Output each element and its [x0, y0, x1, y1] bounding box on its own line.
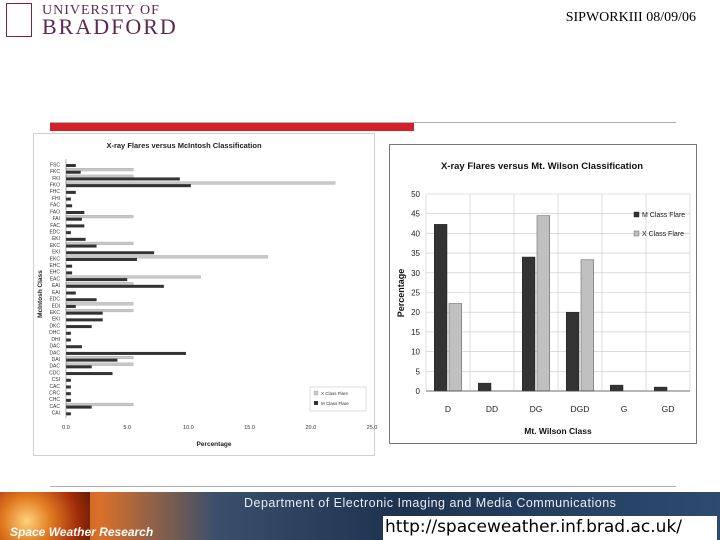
mcintosh-category-label: FKO — [49, 182, 60, 189]
mtwilson-y-tick-label: 25 — [411, 288, 420, 298]
mcintosh-bar-m-class — [66, 218, 82, 221]
mcintosh-bar-m-class — [66, 191, 76, 194]
mtwilson-legend-swatch-x — [634, 231, 639, 236]
mcintosh-category-label: EDC — [49, 229, 60, 236]
mcintosh-bar-x-class — [66, 242, 133, 245]
bottom-rule — [50, 486, 676, 487]
mcintosh-bar-m-class — [66, 224, 84, 227]
mcintosh-bar-m-class — [66, 211, 84, 214]
mcintosh-bar-m-class — [66, 198, 71, 201]
mcintosh-bar-m-class — [66, 305, 76, 308]
mtwilson-bar-m-class — [566, 312, 579, 391]
mcintosh-bar-x-class — [66, 175, 133, 178]
mcintosh-bar-m-class — [66, 332, 71, 335]
mcintosh-legend-label-m: M Class Flare — [321, 401, 349, 406]
mcintosh-category-label: FKI — [52, 175, 60, 182]
mcintosh-bar-x-class — [66, 282, 133, 285]
mcintosh-category-label: EAI — [51, 289, 60, 296]
mcintosh-bar-m-class — [66, 177, 180, 180]
mcintosh-legend-swatch-x — [314, 391, 318, 395]
mcintosh-bar-x-class — [66, 363, 133, 366]
mcintosh-x-tick-label: 25.0 — [366, 425, 378, 431]
mcintosh-bar-m-class — [66, 318, 103, 321]
mcintosh-bar-m-class — [66, 379, 71, 382]
mcintosh-category-label: CHC — [49, 397, 60, 404]
mtwilson-category-label: GD — [661, 404, 675, 414]
mtwilson-bar-m-class — [654, 387, 667, 391]
mcintosh-category-label: DAC — [49, 363, 60, 370]
mcintosh-category-label: CRC — [49, 390, 60, 397]
university-crest-icon — [6, 3, 32, 37]
mcintosh-bar-m-class — [66, 352, 186, 355]
mcintosh-bar-m-class — [66, 265, 72, 268]
mcintosh-category-label: FAI — [52, 216, 60, 223]
mcintosh-category-label: CDC — [49, 370, 60, 377]
mcintosh-bar-x-class — [66, 403, 133, 406]
mcintosh-category-label: CAI — [51, 410, 60, 417]
mcintosh-category-label: EHC — [49, 269, 60, 276]
mcintosh-x-tick-label: 10.0 — [183, 425, 194, 431]
mcintosh-bar-m-class — [66, 184, 191, 187]
mcintosh-bar-m-class — [66, 271, 72, 274]
mtwilson-category-label: DGD — [570, 404, 590, 414]
mcintosh-bar-m-class — [66, 412, 71, 415]
mcintosh-category-label: EAI — [51, 283, 60, 290]
logo-line-2: BRADFORD — [42, 14, 178, 39]
mcintosh-bar-m-class — [66, 406, 92, 409]
mcintosh-bar-m-class — [66, 338, 71, 341]
mcintosh-category-label: EKI — [51, 316, 60, 323]
mcintosh-category-label: DHI — [51, 336, 60, 343]
research-group-name: Space Weather Research — [10, 525, 154, 539]
mcintosh-category-label: DAC — [49, 343, 60, 350]
mcintosh-bar-m-class — [66, 278, 127, 281]
mcintosh-bar-m-class — [66, 385, 71, 388]
mcintosh-chart — [34, 134, 378, 455]
mcintosh-category-label: DAC — [49, 350, 60, 357]
mcintosh-bar-x-class — [66, 302, 133, 305]
mcintosh-bar-m-class — [66, 238, 86, 241]
mtwilson-y-tick-label: 35 — [411, 249, 420, 259]
university-logo — [6, 2, 178, 39]
mcintosh-bar-x-class — [66, 255, 268, 258]
mcintosh-category-label: EKC — [49, 256, 60, 263]
mcintosh-category-label: EKC — [49, 242, 60, 249]
mcintosh-bar-m-class — [66, 245, 97, 248]
mcintosh-category-label: FAO — [49, 209, 60, 216]
mtwilson-legend-swatch-m — [634, 212, 639, 217]
mcintosh-category-label: FHC — [49, 189, 60, 196]
mcintosh-bar-m-class — [66, 359, 117, 362]
mtwilson-y-tick-label: 15 — [411, 327, 420, 337]
mtwilson-x-axis-label: Mt. Wilson Class — [524, 426, 592, 436]
mcintosh-category-label: EHC — [49, 263, 60, 270]
mtwilson-y-tick-label: 0 — [415, 387, 420, 396]
mcintosh-bar-m-class — [66, 164, 76, 167]
mcintosh-bar-m-class — [66, 392, 71, 395]
mtwilson-category-label: D — [444, 404, 452, 414]
mcintosh-category-label: CSI — [51, 377, 60, 384]
mtwilson-chart-title: X-ray Flares versus Mt. Wilson Classification — [440, 161, 644, 172]
logo-line-1: UNIVERSITY OF — [42, 3, 160, 18]
top-rule — [50, 122, 676, 123]
mcintosh-bar-m-class — [66, 345, 82, 348]
mcintosh-category-label: FAC — [50, 202, 60, 209]
mtwilson-y-axis-label: Percentage — [396, 268, 406, 318]
mcintosh-chart-title: X-ray Flares versus McIntosh Classification — [106, 141, 262, 150]
mcintosh-category-label: FKC — [50, 169, 60, 176]
mcintosh-category-label: EKI — [51, 236, 60, 243]
mcintosh-category-label: CAC — [49, 403, 60, 410]
mtwilson-y-tick-label: 40 — [411, 229, 420, 239]
conference-label: SIPWORKIII 08/09/06 — [565, 10, 696, 25]
mcintosh-category-label: DHC — [49, 330, 60, 337]
mcintosh-category-label: EDI — [51, 303, 60, 310]
mcintosh-bar-m-class — [66, 399, 71, 402]
mcintosh-category-label: DAI — [51, 356, 60, 363]
red-accent-bar — [50, 123, 414, 131]
mcintosh-x-tick-label: 5.0 — [123, 425, 132, 431]
mcintosh-bar-x-class — [66, 356, 133, 359]
mtwilson-bar-m-class — [610, 385, 623, 391]
mtwilson-bar-m-class — [522, 257, 535, 391]
mcintosh-category-label: DKC — [49, 323, 60, 330]
mtwilson-bar-x-class — [449, 304, 462, 391]
mtwilson-category-label: G — [620, 404, 628, 414]
department-name: Department of Electronic Imaging and Media Communications — [244, 496, 617, 510]
mcintosh-category-label: FSC — [50, 162, 60, 169]
mcintosh-bar-x-class — [66, 276, 201, 279]
mtwilson-bar-m-class — [434, 224, 447, 391]
website-url-link[interactable]: http://spaceweather.inf.brad.ac.uk/ — [383, 516, 717, 540]
mcintosh-bar-m-class — [66, 258, 137, 261]
mcintosh-category-label: EKI — [51, 249, 60, 256]
mtwilson-y-tick-label: 5 — [415, 367, 420, 377]
mcintosh-x-tick-label: 20.0 — [305, 425, 317, 431]
mcintosh-bar-m-class — [66, 251, 154, 254]
mcintosh-bar-x-class — [66, 168, 133, 171]
mtwilson-y-tick-label: 45 — [411, 209, 420, 219]
mcintosh-bar-x-class — [66, 182, 335, 185]
mcintosh-chart-panel — [33, 133, 378, 456]
mcintosh-category-label: EAC — [49, 276, 60, 283]
mcintosh-category-label: CAC — [49, 383, 60, 390]
mtwilson-y-tick-label: 30 — [411, 268, 420, 278]
mcintosh-bar-m-class — [66, 204, 72, 207]
mtwilson-y-tick-label: 10 — [411, 347, 420, 357]
mcintosh-bar-m-class — [66, 298, 97, 301]
mtwilson-bar-x-class — [537, 216, 550, 391]
mcintosh-x-tick-label: 15.0 — [244, 425, 255, 431]
mtwilson-chart — [390, 145, 696, 443]
mcintosh-bar-m-class — [66, 312, 103, 315]
mcintosh-category-label: FHI — [51, 195, 60, 202]
mtwilson-y-tick-label: 20 — [411, 308, 420, 318]
mtwilson-bar-x-class — [581, 260, 594, 391]
mcintosh-x-axis-label: Percentage — [196, 441, 232, 448]
mtwilson-bar-m-class — [478, 383, 491, 391]
mcintosh-legend-label-x: X Class Flare — [321, 391, 349, 396]
mtwilson-legend-label-x: X Class Flare — [642, 231, 685, 238]
mcintosh-x-tick-label: 0.0 — [62, 425, 70, 431]
mcintosh-bar-m-class — [66, 285, 164, 288]
mcintosh-bar-m-class — [66, 372, 113, 375]
mcintosh-category-label: EDC — [49, 296, 60, 303]
mcintosh-bar-x-class — [66, 309, 133, 312]
mcintosh-bar-m-class — [66, 292, 76, 295]
mcintosh-bar-m-class — [66, 365, 92, 368]
mcintosh-bar-x-class — [66, 215, 133, 218]
mtwilson-chart-panel — [389, 144, 697, 444]
footer-banner — [0, 492, 720, 540]
mcintosh-category-label: EKC — [49, 310, 60, 316]
mcintosh-bar-m-class — [66, 325, 92, 328]
mcintosh-bar-m-class — [66, 171, 81, 174]
mtwilson-category-label: DD — [485, 404, 499, 414]
mcintosh-bar-m-class — [66, 231, 71, 234]
mcintosh-legend-swatch-m — [314, 401, 318, 405]
mtwilson-y-tick-label: 50 — [411, 190, 420, 199]
mcintosh-category-label: FAC — [50, 222, 60, 229]
mcintosh-y-axis-label: McIntosh Class — [37, 270, 44, 318]
mtwilson-category-label: DG — [529, 404, 543, 414]
mtwilson-legend-label-m: M Class Flare — [642, 212, 686, 219]
